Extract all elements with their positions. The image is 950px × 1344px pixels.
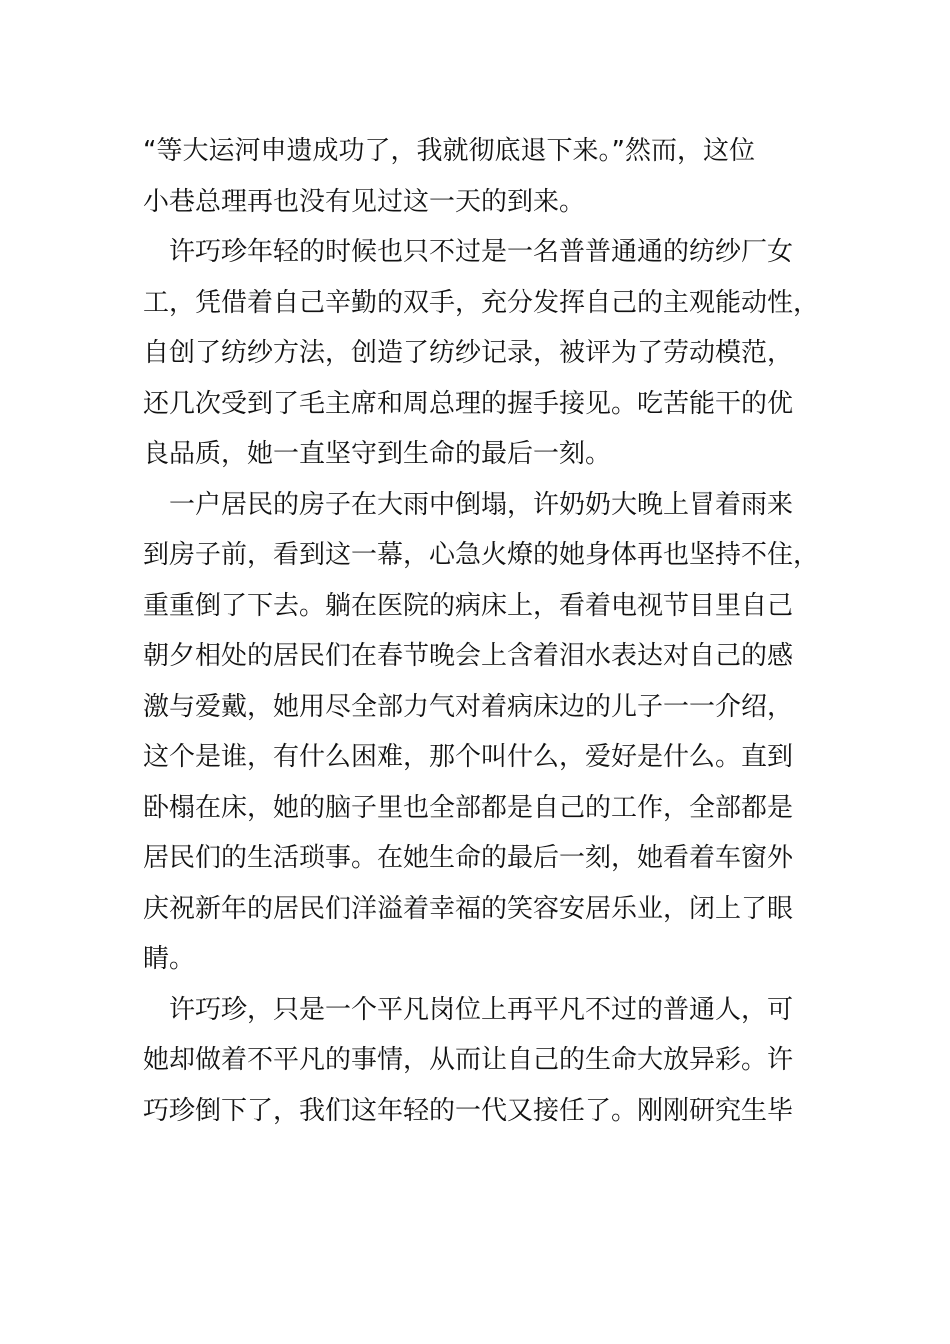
text-line: 自创了纺纱方法，创造了纺纱记录，被评为了劳动模范， bbox=[143, 338, 794, 368]
text-line: “等大运河申遗成功了，我就彻底退下来。”然而，这位 bbox=[143, 136, 755, 166]
text-line: 许巧珍，只是一个平凡岗位上再平凡不过的普通人，可 bbox=[143, 994, 794, 1025]
text-line: 还几次受到了毛主席和周总理的握手接见。吃苦能干的优 bbox=[143, 388, 794, 419]
text-line: 重重倒了下去。躺在医院的病床上，看着电视节目里自己 bbox=[143, 590, 794, 621]
text-line: 小巷总理再也没有见过这一天的到来。 bbox=[143, 186, 586, 217]
paragraph bbox=[143, 480, 820, 985]
text-line: 巧珍倒下了，我们这年轻的一代又接任了。刚刚研究生毕 bbox=[143, 1095, 794, 1126]
text-line: 到房子前，看到这一幕，心急火燎的她身体再也坚持不住， bbox=[143, 540, 820, 570]
paragraph bbox=[143, 227, 820, 480]
paragraph bbox=[143, 985, 803, 1137]
text-line: 卧榻在床，她的脑子里也全部都是自己的工作，全部都是 bbox=[143, 792, 794, 823]
text-line: 良品质，她一直坚守到生命的最后一刻。 bbox=[143, 439, 612, 469]
text-line: 庆祝新年的居民们洋溢着幸福的笑容安居乐业，闭上了眼 bbox=[143, 893, 794, 924]
text-line: 朝夕相处的居民们在春节晚会上含着泪水表达对自己的感 bbox=[143, 641, 794, 671]
text-line: 睛。 bbox=[143, 944, 196, 974]
text-line: 工，凭借着自己辛勤的双手，充分发挥自己的主观能动性， bbox=[143, 287, 820, 318]
body-text bbox=[143, 126, 820, 1136]
text-line: 这个是谁，有什么困难，那个叫什么，爱好是什么。直到 bbox=[143, 742, 794, 772]
paragraph bbox=[143, 126, 803, 227]
text-line: 她却做着不平凡的事情，从而让自己的生命大放异彩。许 bbox=[143, 1045, 794, 1075]
text-line: 激与爱戴，她用尽全部力气对着病床边的儿子一一介绍， bbox=[143, 691, 794, 722]
text-line: 许巧珍年轻的时候也只不过是一名普普通通的纺纱厂女 bbox=[143, 237, 794, 267]
text-line: 居民们的生活琐事。在她生命的最后一刻，她看着车窗外 bbox=[143, 843, 794, 873]
text-line: 一户居民的房子在大雨中倒塌，许奶奶大晚上冒着雨来 bbox=[143, 489, 794, 520]
